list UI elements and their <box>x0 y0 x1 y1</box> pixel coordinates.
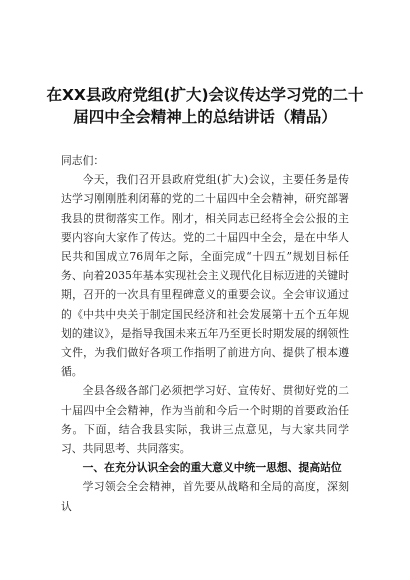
paragraph-1: 今天，我们召开县政府党组(扩大)会议，主要任务是传达学习刚刚胜利闭幕的党的二十届四中全会精神，研究部署我县的贯彻落实工作。刚才，相关同志已经将全会公报的主要内容向大家作了传达。党的二十届四中全会，是在中华人民共和国成立76周年之际，全面完成“十四五”规划目标任务、向着2035年基本实现社会主义现代化目标迈进的关键时期，召开的一次具有里程碑意义的重要会议。全会审议通过的《中共中央关于制定国民经济和社会发展第十五个五年规划的建议》，是指导我国未来五年乃至更长时期发展的纲领性文件，为我们做好各项工作指明了前进方向、提供了根本遵循。 <box>61 173 349 379</box>
paragraph-2: 全县各级各部门必须把学习好、宣传好、贯彻好党的二十届四中全会精神，作为当前和今后一个时期的首要政治任务。下面，结合我县实际，我讲三点意见，与大家共同学习、共同思考、共同落实。 <box>61 384 349 456</box>
section-heading: 一、在充分认识全会的重大意义中统一思想、提高站位 <box>82 461 342 475</box>
document-body <box>61 151 349 516</box>
section-paragraph: 学习领会全会精神，首先要从战略和全局的高度，深刻认 <box>61 480 349 513</box>
document-title: 在XX县政府党组(扩大)会议传达学习党的二十届四中全会精神上的总结讲话（精品） <box>46 86 364 126</box>
salutation: 同志们： <box>61 154 105 167</box>
